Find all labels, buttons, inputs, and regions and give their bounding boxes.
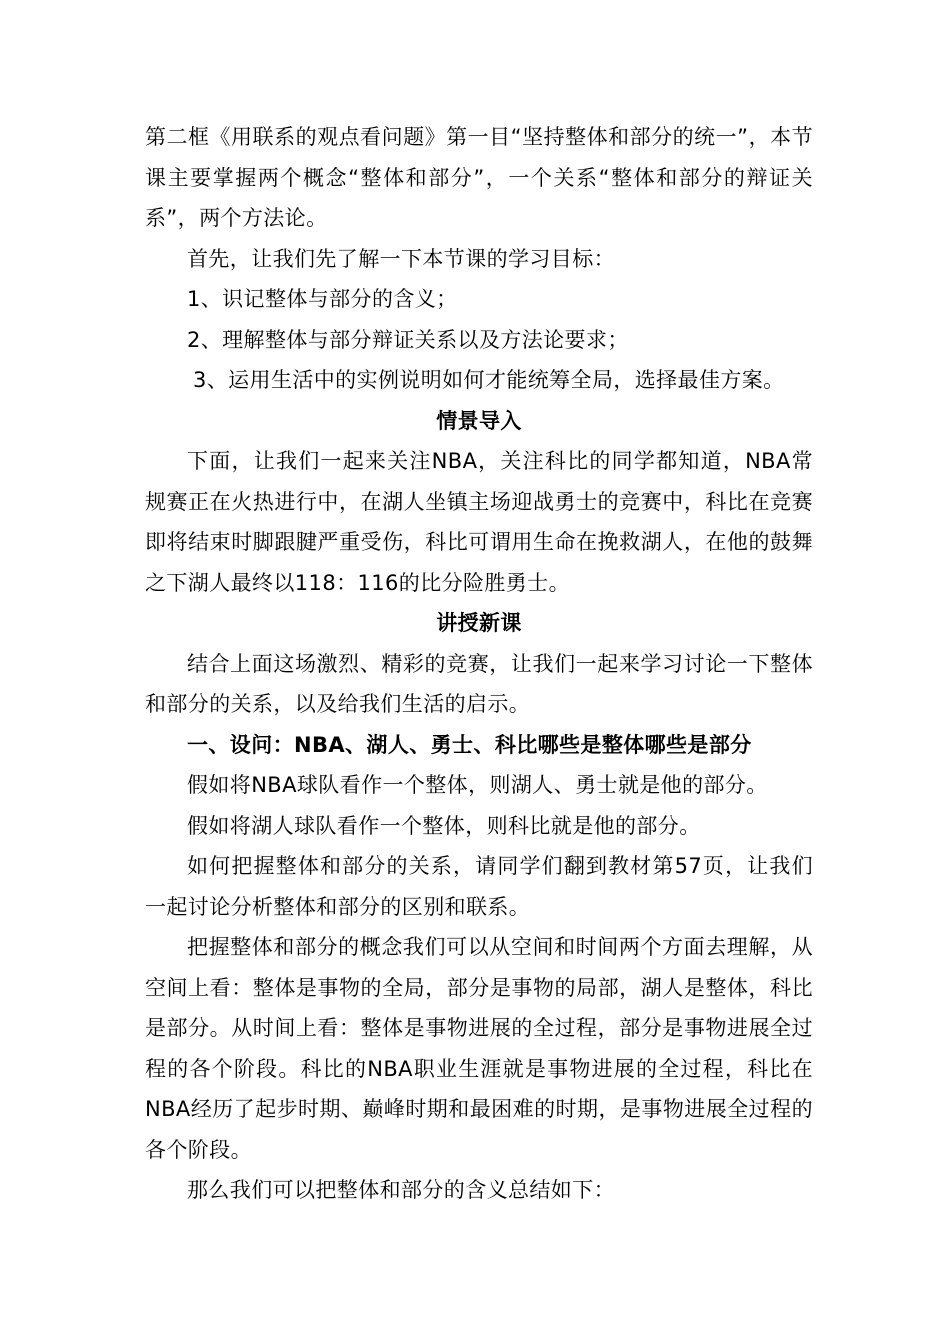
document-body [145,117,813,1211]
question-subheading: 一、设问：NBA、湖人、勇士、科比哪些是整体哪些是部分 [187,732,752,757]
objective-item-1: 1、识记整体与部分的含义； [187,287,458,311]
section-heading-new-lesson: 讲授新课 [436,611,522,635]
objective-item-3: 3、运用生活中的实例说明如何才能统筹全局，选择最佳方案。 [193,368,785,392]
objective-item-2: 2、理解整体与部分辩证关系以及方法论要求； [187,327,629,352]
section-heading-scenario: 情景导入 [436,408,522,433]
textbook-paragraph: 如何把握整体和部分的关系，请同学们翻到教材第57页，让我们一起讨论分析整体和部分的区别和联系。 [145,854,813,919]
concept-paragraph: 把握整体和部分的概念我们可以从空间和时间两个方面去理解，从空间上看：整体是事物的全局，部分是事物的局部，湖人是整体，科比是部分。从时间上看：整体是事物进展的全过程，部分是事物进展全过程的各个阶段。科比的NBA职业生涯就是事物进展的全过程，科比在NBA经历了起步时期、巅峰时期和最困难的时期，是事物进展全过程的各个阶段。 [145,935,813,1162]
scenario-paragraph: 下面，让我们一起来关注NBA，关注科比的同学都知道，NBA常规赛正在火热进行中，在湖人坐镇主场迎战勇士的竞赛中，科比在竞赛即将结束时脚跟腱严重受伤，科比可谓用生命在挽救湖人，在他的鼓舞之下湖人最终以118：116的比分险胜勇士。 [145,449,813,595]
intro-paragraph: 第二框《用联系的观点看问题》第一目“坚持整体和部分的统一”，本节课主要掌握两个概念“整体和部分”，一个关系“整体和部分的辩证关系”，两个方法论。 [145,125,813,230]
objectives-intro: 首先，让我们先了解一下本节课的学习目标： [187,246,615,271]
example-paragraph-1: 假如将NBA球队看作一个整体，则湖人、勇士就是他的部分。 [187,773,768,797]
summary-paragraph: 那么我们可以把整体和部分的含义总结如下： [187,1178,615,1202]
lesson-intro-paragraph: 结合上面这场激烈、精彩的竞赛，让我们一起来学习讨论一下整体和部分的关系，以及给我们生活的启示。 [145,651,813,716]
example-paragraph-2: 假如将湖人球队看作一个整体，则科比就是他的部分。 [187,813,701,838]
